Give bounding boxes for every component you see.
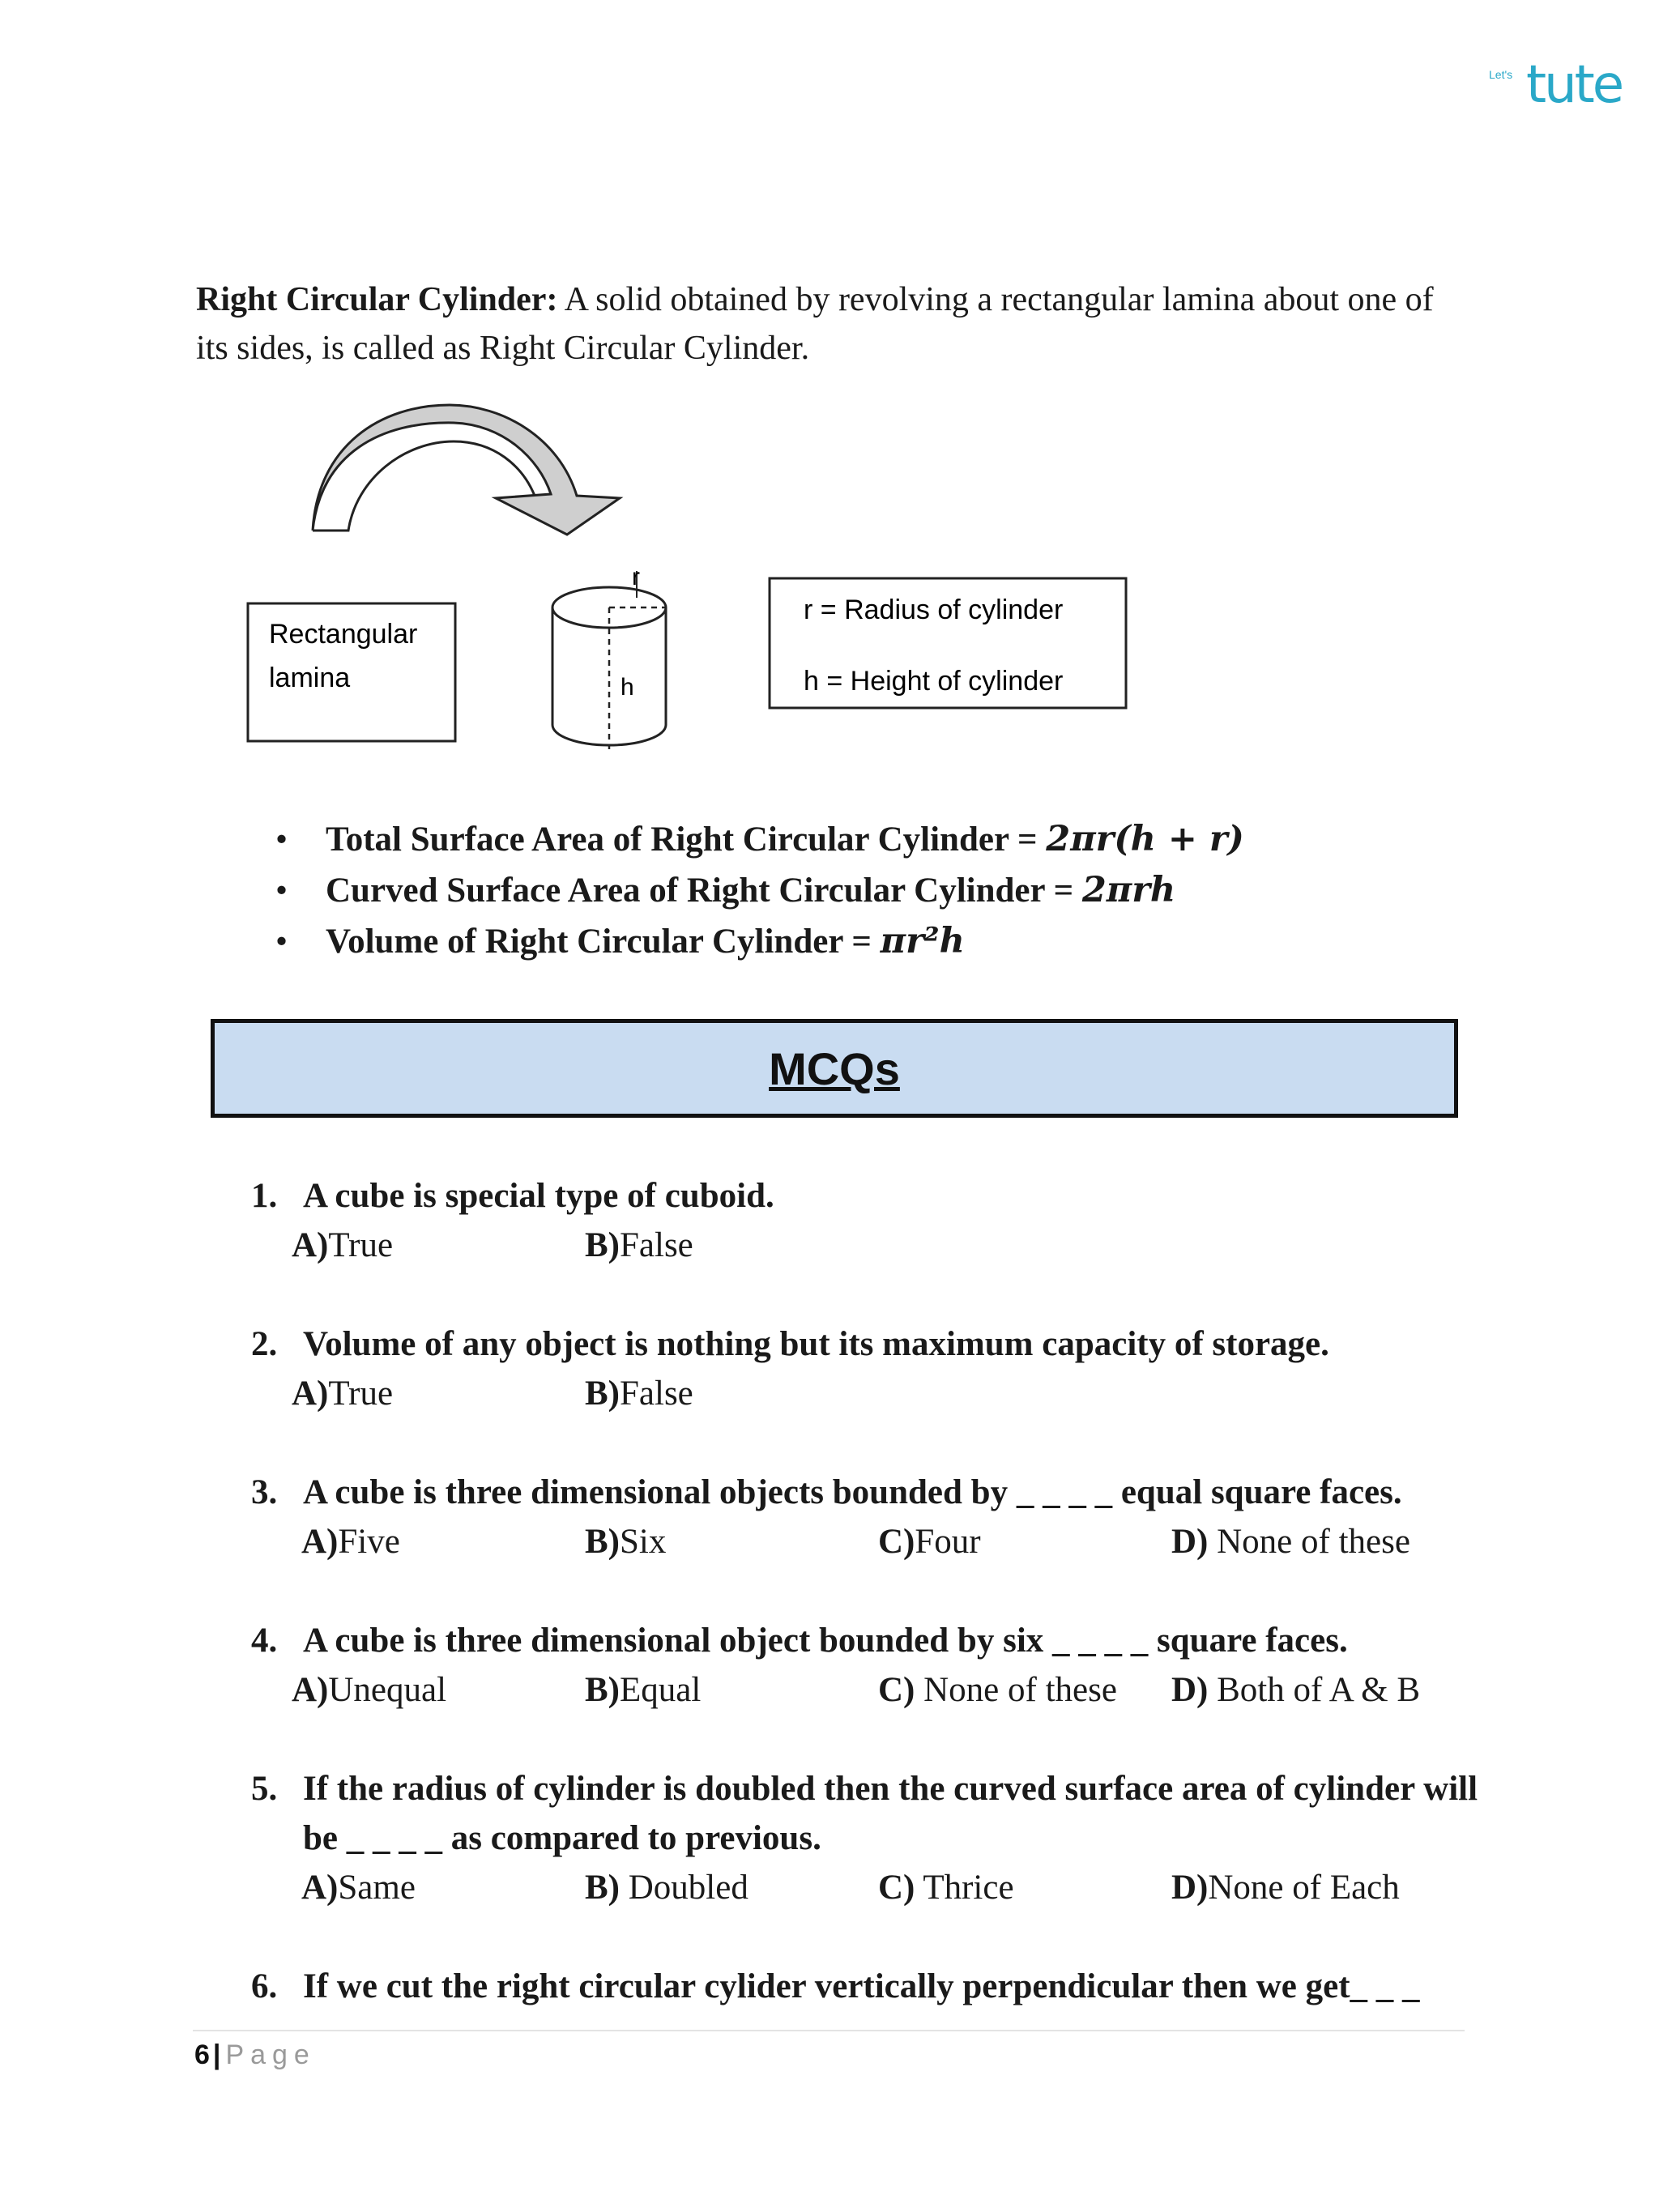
formula-item: • Total Surface Area of Right Circular Cylinder = 2πr(h + r) xyxy=(267,814,1563,865)
footer-separator: | xyxy=(212,2039,221,2070)
height-label: h xyxy=(621,674,634,701)
option-b: B)False xyxy=(585,1375,693,1413)
lamina-label-line1: Rectangular xyxy=(269,619,418,650)
formula-list xyxy=(267,814,1563,967)
definition-text: A solid obtained by revolving a rectangular lamina about one of its sides, is called as Right Circular Cylinder. xyxy=(196,281,1434,367)
question-text: A cube is three dimensional objects bounded by _ _ _ _ equal square faces. xyxy=(303,1473,1402,1511)
mcq-section-header xyxy=(211,1019,1458,1118)
cylinder-diagram xyxy=(0,0,1659,810)
option-c: C)Four xyxy=(878,1523,981,1561)
option-a: A)Unequal xyxy=(292,1671,447,1709)
formula-item: • Volume of Right Circular Cylinder = πr²h xyxy=(267,916,1563,967)
option-c: C) Thrice xyxy=(878,1869,1014,1907)
definition-term: Right Circular Cylinder: xyxy=(196,281,558,318)
question-text: If we cut the right circular cylider vertically perpendicular then we get_ _ _ xyxy=(303,1967,1420,2005)
option-b: B)Six xyxy=(585,1523,667,1561)
radius-label: r xyxy=(632,564,640,590)
question-2: 2. Volume of any object is nothing but its maximum capacity of storage. A)True B)False xyxy=(251,1319,1482,1418)
question-text: A cube is special type of cuboid. xyxy=(303,1177,774,1215)
mcq-title: MCQs xyxy=(769,1042,900,1094)
footer-divider xyxy=(193,2030,1465,2031)
question-4: 4. A cube is three dimensional object bounded by six _ _ _ _ square faces. A)Unequal B)Equal C) None of these D) Both of A & B xyxy=(251,1616,1482,1715)
option-d: D) None of these xyxy=(1171,1523,1410,1561)
question-text: Volume of any object is nothing but its maximum capacity of storage. xyxy=(303,1325,1329,1363)
option-d: D) Both of A & B xyxy=(1171,1671,1421,1709)
cylinder-icon xyxy=(552,571,666,749)
page-footer xyxy=(194,2039,316,2071)
question-5: 5. If the radius of cylinder is doubled then the curved surface area of cylinder will be _ _ _ _ as compared to previous. A)Same B) Doubled C) Thrice D)None of Each xyxy=(251,1764,1482,1912)
question-6: 6. If we cut the right circular cylider vertically perpendicular then we get_ _ _ xyxy=(251,1962,1482,2011)
rotation-arrow-icon xyxy=(313,405,620,535)
question-text: If the radius of cylinder is doubled then the curved surface area of cylinder will be _ _ _ _ as compared to previous. xyxy=(303,1770,1478,1857)
logo-tagline: Let's xyxy=(1489,68,1513,81)
option-a: A)Five xyxy=(301,1523,400,1561)
question-3: 3. A cube is three dimensional objects bounded by _ _ _ _ equal square faces. A)Five B)Six C)Four D) None of these xyxy=(251,1468,1482,1566)
legend-height: h = Height of cylinder xyxy=(804,666,1064,697)
option-a: A)True xyxy=(292,1375,394,1413)
option-b: B) Doubled xyxy=(585,1869,748,1907)
option-a: A)True xyxy=(292,1226,394,1264)
formula-item: • Curved Surface Area of Right Circular Cylinder = 2πrh xyxy=(267,865,1563,916)
option-b: B)False xyxy=(585,1226,693,1264)
option-d: D)None of Each xyxy=(1171,1869,1400,1907)
option-b: B)Equal xyxy=(585,1671,702,1709)
page-number: 6 xyxy=(194,2039,210,2070)
option-a: A)Same xyxy=(301,1869,416,1907)
option-c: C) None of these xyxy=(878,1671,1117,1709)
question-1: 1. A cube is special type of cuboid. A)True B)False xyxy=(251,1171,1482,1270)
page-word: Page xyxy=(225,2039,316,2070)
legend-radius: r = Radius of cylinder xyxy=(804,595,1064,625)
question-text: A cube is three dimensional object bounded by six _ _ _ _ square faces. xyxy=(303,1622,1348,1660)
lamina-label-line2: lamina xyxy=(269,663,351,693)
logo-wordmark: tute xyxy=(1526,55,1623,115)
